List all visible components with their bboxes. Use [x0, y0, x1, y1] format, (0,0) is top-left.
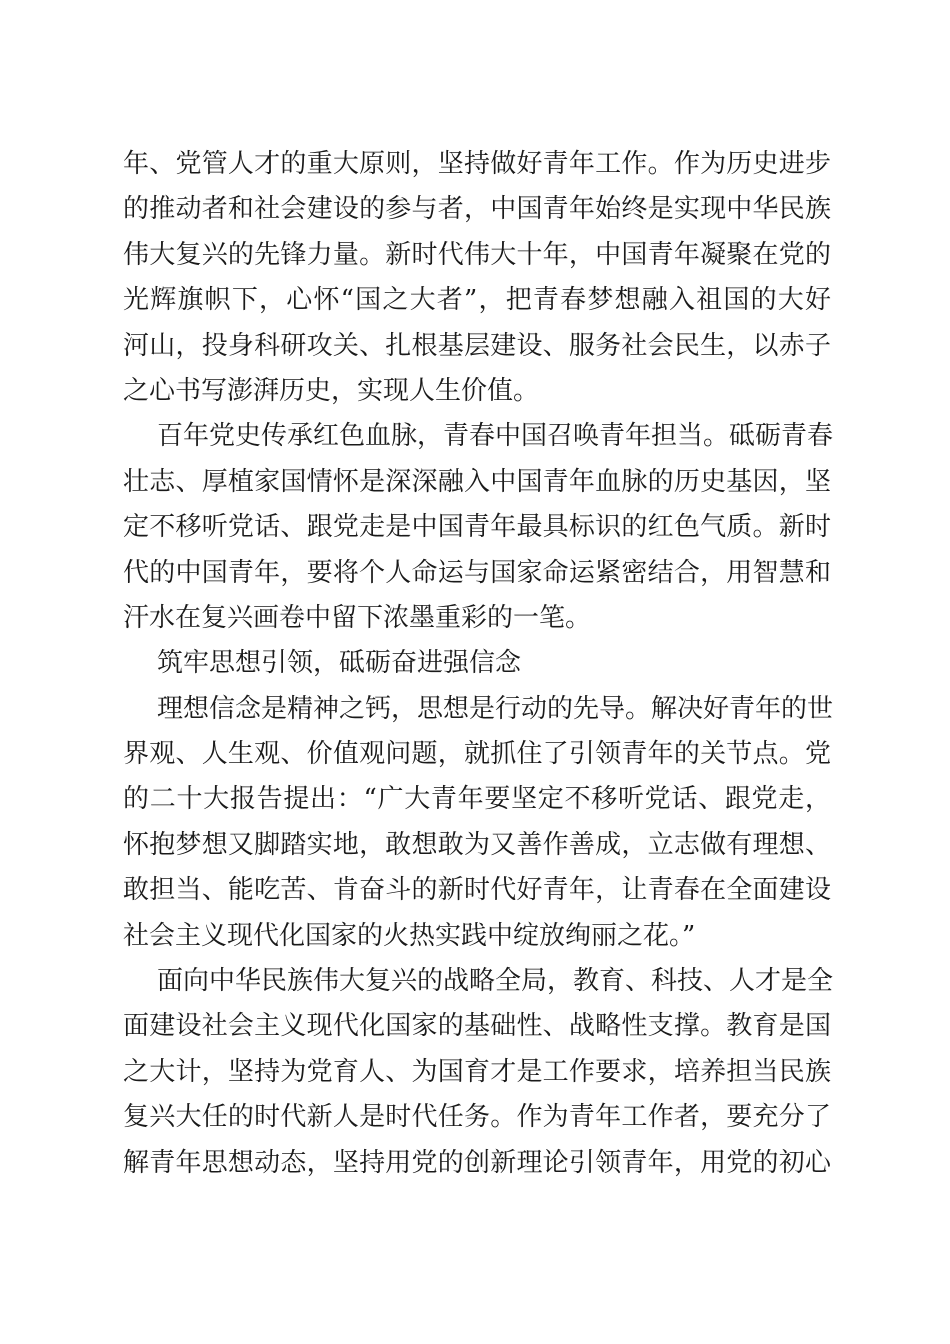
text-line: 汗水在复兴画卷中留下浓墨重彩的一笔。 [123, 602, 592, 633]
text-line: 之大计，坚持为党育人、为国育才是工作要求，培养担当民族 [123, 1056, 831, 1087]
text-line: 社会主义现代化国家的火热实践中绽放绚丽之花。” [123, 920, 696, 951]
text-line: 敢担当、能吃苦、肯奋斗的新时代好青年，让青春在全面建设 [123, 875, 831, 906]
section-heading [123, 641, 831, 686]
text-line: 怀抱梦想又脚踏实地，敢想敢为又善作善成，立志做有理想、 [123, 829, 831, 860]
text-line: 的推动者和社会建设的参与者，中国青年始终是实现中华民族 [123, 194, 831, 225]
text-line: 面建设社会主义现代化国家的基础性、战略性支撑。教育是国 [123, 1011, 831, 1042]
text-line: 理想信念是精神之钙，思想是行动的先导。解决好青年的世 [157, 693, 834, 724]
paragraph-3 [123, 687, 834, 959]
text-line: 光辉旗帜下，心怀“国之大者”，把青春梦想融入祖国的大好 [123, 285, 831, 316]
text-line: 定不移听党话、跟党走是中国青年最具标识的红色气质。新时 [123, 512, 831, 543]
text-line: 百年党史传承红色血脉，青春中国召唤青年担当。砥砺青春 [157, 421, 834, 452]
text-line: 面向中华民族伟大复兴的战略全局，教育、科技、人才是全 [157, 966, 834, 997]
text-line: 解青年思想动态，坚持用党的创新理论引领青年，用党的初心 [123, 1147, 831, 1178]
text-line: 的二十大报告提出：“广大青年要坚定不移听党话、跟党走， [123, 784, 831, 815]
body-text [123, 142, 834, 1186]
text-line: 界观、人生观、价值观问题，就抓住了引领青年的关节点。党 [123, 739, 831, 770]
paragraph-1 [123, 142, 831, 414]
paragraph-4 [123, 959, 834, 1186]
paragraph-2 [123, 414, 834, 641]
text-line: 伟大复兴的先锋力量。新时代伟大十年，中国青年凝聚在党的 [123, 239, 831, 270]
text-line: 代的中国青年，要将个人命运与国家命运紧密结合，用智慧和 [123, 557, 831, 588]
heading-text: 筑牢思想引领，砥砺奋进强信念 [157, 648, 522, 679]
text-line: 之心书写澎湃历史，实现人生价值。 [123, 375, 540, 406]
text-line: 年、党管人才的重大原则，坚持做好青年工作。作为历史进步 [123, 149, 831, 179]
text-line: 河山，投身科研攻关、扎根基层建设、服务社会民生，以赤子 [123, 330, 831, 361]
text-line: 壮志、厚植家国情怀是深深融入中国青年血脉的历史基因，坚 [123, 466, 831, 497]
text-line: 复兴大任的时代新人是时代任务。作为青年工作者，要充分了 [123, 1102, 831, 1133]
